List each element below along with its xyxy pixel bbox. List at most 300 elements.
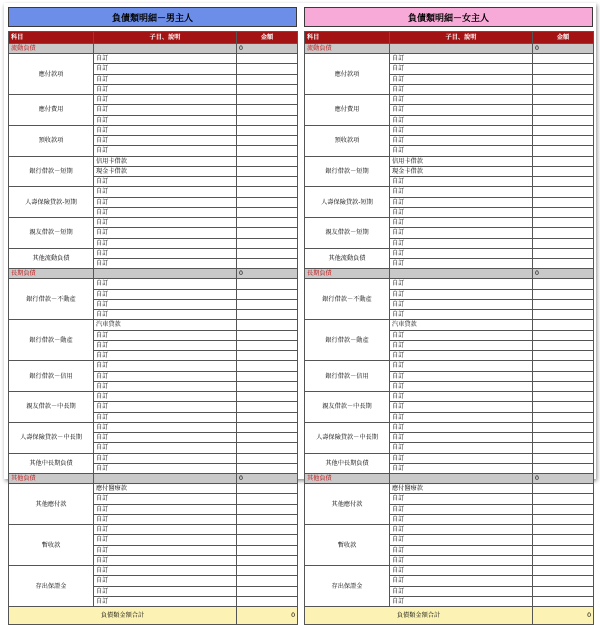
amount-cell[interactable] [237, 351, 298, 361]
table-row [305, 54, 594, 64]
amount-cell[interactable] [237, 566, 298, 576]
subitem-cell[interactable]: 自訂 [94, 74, 237, 84]
amount-cell[interactable] [237, 166, 298, 176]
category-label: 親友借款－中長期 [9, 392, 94, 423]
amount-cell[interactable] [533, 545, 594, 555]
subitem-cell[interactable]: 自訂 [390, 74, 533, 84]
amount-cell[interactable] [533, 596, 594, 606]
subitem-cell[interactable]: 自訂 [390, 371, 533, 381]
amount-cell[interactable] [533, 392, 594, 402]
amount-cell[interactable] [533, 504, 594, 514]
section-amount: 0 [237, 474, 298, 484]
amount-cell[interactable] [533, 310, 594, 320]
subitem-cell[interactable]: 自訂 [390, 279, 533, 289]
subitem-cell[interactable]: 自訂 [94, 248, 237, 258]
subitem-cell[interactable]: 自訂 [390, 207, 533, 217]
subitem-cell[interactable]: 自訂 [94, 494, 237, 504]
amount-cell[interactable] [237, 259, 298, 269]
amount-cell[interactable] [533, 566, 594, 576]
subitem-cell[interactable]: 自訂 [94, 596, 237, 606]
total-row [9, 607, 298, 625]
amount-cell[interactable] [533, 412, 594, 422]
amount-cell[interactable] [237, 146, 298, 156]
amount-cell[interactable] [533, 156, 594, 166]
amount-cell[interactable] [237, 484, 298, 494]
subitem-cell[interactable]: 自訂 [94, 197, 237, 207]
table-header-row [305, 32, 594, 44]
subitem-cell[interactable]: 自訂 [390, 84, 533, 94]
amount-cell[interactable] [237, 535, 298, 545]
amount-cell[interactable] [533, 95, 594, 105]
category-label: 應付款項 [9, 54, 94, 95]
amount-cell[interactable] [237, 115, 298, 125]
table-row [9, 361, 298, 371]
subitem-cell[interactable]: 自訂 [390, 525, 533, 535]
subitem-cell[interactable]: 自訂 [94, 340, 237, 350]
category-label: 應付款項 [305, 54, 390, 95]
amount-cell[interactable] [533, 279, 594, 289]
header-subitem: 子目、說明 [390, 32, 533, 44]
table-row [9, 218, 298, 228]
section-row [305, 269, 594, 279]
section-name: 長期負債 [9, 269, 94, 279]
panel-wife [304, 7, 593, 625]
amount-cell[interactable] [237, 289, 298, 299]
category-label: 人壽保險貸款－中長期 [305, 422, 390, 453]
subitem-cell[interactable]: 自訂 [390, 289, 533, 299]
total-value: 0 [237, 607, 298, 625]
subitem-cell[interactable]: 自訂 [390, 412, 533, 422]
amount-cell[interactable] [533, 402, 594, 412]
subitem-cell[interactable]: 自訂 [390, 494, 533, 504]
panel-husband [8, 7, 297, 625]
amount-cell[interactable] [237, 433, 298, 443]
section-row [9, 474, 298, 484]
amount-cell[interactable] [237, 392, 298, 402]
category-label: 銀行借款－信用 [305, 361, 390, 392]
subitem-cell[interactable]: 自訂 [390, 566, 533, 576]
table-row [305, 422, 594, 432]
total-row [305, 607, 594, 625]
table-row [305, 320, 594, 330]
section-blank [390, 474, 533, 484]
subitem-cell[interactable]: 自訂 [94, 525, 237, 535]
subitem-cell[interactable]: 自訂 [94, 105, 237, 115]
amount-cell[interactable] [533, 248, 594, 258]
section-amount: 0 [533, 44, 594, 54]
amount-cell[interactable] [237, 412, 298, 422]
subitem-cell[interactable]: 自訂 [94, 207, 237, 217]
subitem-cell[interactable]: 自訂 [390, 433, 533, 443]
amount-cell[interactable] [237, 299, 298, 309]
subitem-cell[interactable]: 自訂 [94, 289, 237, 299]
amount-cell[interactable] [533, 330, 594, 340]
amount-cell[interactable] [237, 596, 298, 606]
amount-cell[interactable] [237, 443, 298, 453]
subitem-cell[interactable]: 自訂 [390, 351, 533, 361]
total-value: 0 [533, 607, 594, 625]
section-name: 流動負債 [9, 44, 94, 54]
section-amount: 0 [533, 269, 594, 279]
amount-cell[interactable] [533, 422, 594, 432]
table-row [305, 361, 594, 371]
category-label: 預收款項 [9, 125, 94, 156]
subitem-cell[interactable]: 應付醫療款 [390, 484, 533, 494]
amount-cell[interactable] [533, 494, 594, 504]
header-subject: 科目 [9, 32, 94, 44]
subitem-cell[interactable]: 自訂 [390, 146, 533, 156]
header-amount: 金額 [237, 32, 298, 44]
subitem-cell[interactable]: 自訂 [390, 187, 533, 197]
amount-cell[interactable] [237, 197, 298, 207]
subitem-cell[interactable]: 自訂 [94, 392, 237, 402]
subitem-cell[interactable]: 自訂 [94, 146, 237, 156]
subitem-cell[interactable]: 自訂 [94, 330, 237, 340]
amount-cell[interactable] [533, 289, 594, 299]
table-header-row [9, 32, 298, 44]
subitem-cell[interactable]: 自訂 [390, 576, 533, 586]
subitem-cell[interactable]: 自訂 [390, 177, 533, 187]
subitem-cell[interactable]: 自訂 [94, 177, 237, 187]
amount-cell[interactable] [533, 453, 594, 463]
amount-cell[interactable] [533, 525, 594, 535]
category-label: 暫收款 [9, 525, 94, 566]
amount-cell[interactable] [237, 361, 298, 371]
page-frame [4, 3, 596, 619]
subitem-cell[interactable]: 自訂 [94, 422, 237, 432]
subitem-cell[interactable]: 自訂 [390, 545, 533, 555]
subitem-cell[interactable]: 自訂 [94, 443, 237, 453]
amount-cell[interactable] [237, 381, 298, 391]
subitem-cell[interactable]: 自訂 [390, 381, 533, 391]
category-label: 預收款項 [305, 125, 390, 156]
amount-cell[interactable] [237, 248, 298, 258]
subitem-cell[interactable]: 自訂 [390, 340, 533, 350]
subitem-cell[interactable]: 自訂 [390, 125, 533, 135]
total-label: 負債類金額合計 [305, 607, 533, 625]
subitem-cell[interactable]: 自訂 [390, 463, 533, 473]
subitem-cell[interactable]: 自訂 [390, 504, 533, 514]
amount-cell[interactable] [533, 259, 594, 269]
section-name: 長期負債 [305, 269, 390, 279]
table-row [305, 248, 594, 258]
subitem-cell[interactable]: 自訂 [94, 115, 237, 125]
amount-cell[interactable] [237, 228, 298, 238]
subitem-cell[interactable]: 自訂 [94, 54, 237, 64]
table-row [9, 392, 298, 402]
subitem-cell[interactable]: 自訂 [390, 259, 533, 269]
table-row [305, 279, 594, 289]
subitem-cell[interactable]: 自訂 [94, 371, 237, 381]
total-label: 負債類金額合計 [9, 607, 237, 625]
subitem-cell[interactable]: 自訂 [390, 238, 533, 248]
table-row [305, 453, 594, 463]
section-blank [390, 269, 533, 279]
table-row [9, 125, 298, 135]
table-row [305, 95, 594, 105]
amount-cell[interactable] [533, 320, 594, 330]
header-subject: 科目 [305, 32, 390, 44]
table-row [305, 392, 594, 402]
table-row [9, 484, 298, 494]
amount-cell[interactable] [533, 238, 594, 248]
amount-cell[interactable] [533, 340, 594, 350]
subitem-cell[interactable]: 自訂 [94, 259, 237, 269]
subitem-cell[interactable]: 自訂 [94, 84, 237, 94]
amount-cell[interactable] [533, 115, 594, 125]
subitem-cell[interactable]: 自訂 [390, 443, 533, 453]
subitem-cell[interactable]: 自訂 [390, 535, 533, 545]
category-label: 銀行借款－信用 [9, 361, 94, 392]
amount-cell[interactable] [237, 310, 298, 320]
category-label: 人壽保險貸款-短期 [305, 187, 390, 218]
category-label: 親友借款－中長期 [305, 392, 390, 423]
subitem-cell[interactable]: 自訂 [94, 566, 237, 576]
amount-cell[interactable] [237, 453, 298, 463]
subitem-cell[interactable]: 自訂 [390, 555, 533, 565]
amount-cell[interactable] [237, 207, 298, 217]
category-label: 銀行借款－不動產 [305, 279, 390, 320]
amount-cell[interactable] [533, 433, 594, 443]
amount-cell[interactable] [533, 64, 594, 74]
subitem-cell[interactable]: 信用卡借款 [390, 156, 533, 166]
table-row [9, 566, 298, 576]
subitem-cell[interactable]: 自訂 [390, 330, 533, 340]
table-row [9, 525, 298, 535]
subitem-cell[interactable]: 自訂 [390, 105, 533, 115]
amount-cell[interactable] [237, 136, 298, 146]
subitem-cell[interactable]: 自訂 [94, 576, 237, 586]
category-label: 銀行借款－短期 [9, 156, 94, 187]
subitem-cell[interactable]: 自訂 [390, 310, 533, 320]
amount-cell[interactable] [237, 330, 298, 340]
amount-cell[interactable] [533, 187, 594, 197]
amount-cell[interactable] [237, 177, 298, 187]
amount-cell[interactable] [533, 207, 594, 217]
subitem-cell[interactable]: 自訂 [94, 402, 237, 412]
amount-cell[interactable] [237, 555, 298, 565]
subitem-cell[interactable]: 自訂 [390, 197, 533, 207]
amount-cell[interactable] [237, 54, 298, 64]
amount-cell[interactable] [533, 197, 594, 207]
header-subitem: 子目、說明 [94, 32, 237, 44]
category-label: 銀行借款－動產 [305, 320, 390, 361]
table-row [305, 484, 594, 494]
subitem-cell[interactable]: 自訂 [94, 299, 237, 309]
subitem-cell[interactable]: 自訂 [94, 463, 237, 473]
subitem-cell[interactable]: 自訂 [390, 115, 533, 125]
subitem-cell[interactable]: 自訂 [94, 586, 237, 596]
table-row [9, 156, 298, 166]
subitem-cell[interactable]: 自訂 [94, 351, 237, 361]
amount-cell[interactable] [237, 187, 298, 197]
subitem-cell[interactable]: 自訂 [94, 187, 237, 197]
amount-cell[interactable] [237, 340, 298, 350]
amount-cell[interactable] [533, 576, 594, 586]
amount-cell[interactable] [533, 84, 594, 94]
header-amount: 金額 [533, 32, 594, 44]
amount-cell[interactable] [237, 586, 298, 596]
section-blank [390, 44, 533, 54]
amount-cell[interactable] [237, 371, 298, 381]
subitem-cell[interactable]: 自訂 [390, 422, 533, 432]
amount-cell[interactable] [533, 166, 594, 176]
section-row [9, 269, 298, 279]
amount-cell[interactable] [237, 279, 298, 289]
subitem-cell[interactable]: 自訂 [390, 228, 533, 238]
table-row [9, 422, 298, 432]
amount-cell[interactable] [533, 586, 594, 596]
amount-cell[interactable] [533, 351, 594, 361]
amount-cell[interactable] [237, 514, 298, 524]
category-label: 其他應付款 [305, 484, 390, 525]
subitem-cell[interactable]: 自訂 [390, 299, 533, 309]
section-amount: 0 [237, 269, 298, 279]
amount-cell[interactable] [533, 299, 594, 309]
subitem-cell[interactable]: 自訂 [390, 402, 533, 412]
amount-cell[interactable] [533, 484, 594, 494]
amount-cell[interactable] [237, 576, 298, 586]
subitem-cell[interactable]: 自訂 [390, 361, 533, 371]
subitem-cell[interactable]: 應付醫療款 [94, 484, 237, 494]
amount-cell[interactable] [237, 238, 298, 248]
subitem-cell[interactable]: 汽車貸款 [94, 320, 237, 330]
subitem-cell[interactable]: 自訂 [94, 228, 237, 238]
liability-table [304, 31, 594, 625]
category-label: 應付費用 [305, 95, 390, 126]
table-row [305, 525, 594, 535]
table-row [9, 279, 298, 289]
subitem-cell[interactable]: 自訂 [94, 279, 237, 289]
subitem-cell[interactable]: 自訂 [94, 136, 237, 146]
amount-cell[interactable] [533, 74, 594, 84]
subitem-cell[interactable]: 自訂 [390, 392, 533, 402]
subitem-cell[interactable]: 自訂 [94, 125, 237, 135]
amount-cell[interactable] [237, 504, 298, 514]
amount-cell[interactable] [533, 381, 594, 391]
amount-cell[interactable] [237, 125, 298, 135]
table-row [9, 54, 298, 64]
section-blank [94, 269, 237, 279]
amount-cell[interactable] [237, 218, 298, 228]
amount-cell[interactable] [237, 402, 298, 412]
amount-cell[interactable] [237, 84, 298, 94]
subitem-cell[interactable]: 自訂 [390, 596, 533, 606]
amount-cell[interactable] [533, 228, 594, 238]
subitem-cell[interactable]: 自訂 [390, 54, 533, 64]
liability-table [8, 31, 298, 625]
table-row [305, 187, 594, 197]
amount-cell[interactable] [533, 136, 594, 146]
section-name: 流動負債 [305, 44, 390, 54]
subitem-cell[interactable]: 自訂 [94, 535, 237, 545]
subitem-cell[interactable]: 自訂 [94, 64, 237, 74]
subitem-cell[interactable]: 自訂 [94, 412, 237, 422]
subitem-cell[interactable]: 自訂 [94, 381, 237, 391]
amount-cell[interactable] [533, 535, 594, 545]
category-label: 存出保證金 [305, 566, 390, 607]
amount-cell[interactable] [533, 443, 594, 453]
section-name: 其他負債 [9, 474, 94, 484]
subitem-cell[interactable]: 自訂 [390, 136, 533, 146]
section-blank [94, 44, 237, 54]
section-row [9, 44, 298, 54]
subitem-cell[interactable]: 自訂 [390, 514, 533, 524]
amount-cell[interactable] [533, 218, 594, 228]
category-label: 人壽保險貸款－中長期 [9, 422, 94, 453]
subitem-cell[interactable]: 自訂 [390, 586, 533, 596]
subitem-cell[interactable]: 自訂 [94, 555, 237, 565]
amount-cell[interactable] [237, 156, 298, 166]
category-label: 應付費用 [9, 95, 94, 126]
amount-cell[interactable] [237, 525, 298, 535]
category-label: 其他中長期負債 [9, 453, 94, 474]
table-row [305, 218, 594, 228]
subitem-cell[interactable]: 自訂 [390, 453, 533, 463]
amount-cell[interactable] [237, 105, 298, 115]
category-label: 暫收款 [305, 525, 390, 566]
panel-title: 負債類明細－女主人 [304, 7, 593, 27]
amount-cell[interactable] [237, 320, 298, 330]
subitem-cell[interactable]: 自訂 [94, 218, 237, 228]
amount-cell[interactable] [237, 422, 298, 432]
category-label: 存出保證金 [9, 566, 94, 607]
amount-cell[interactable] [533, 514, 594, 524]
category-label: 親友借款－短期 [305, 218, 390, 249]
subitem-cell[interactable]: 汽車貸款 [390, 320, 533, 330]
category-label: 人壽保險貸款-短期 [9, 187, 94, 218]
subitem-cell[interactable]: 現金卡借款 [390, 166, 533, 176]
subitem-cell[interactable]: 信用卡借款 [94, 156, 237, 166]
amount-cell[interactable] [533, 125, 594, 135]
amount-cell[interactable] [533, 177, 594, 187]
subitem-cell[interactable]: 自訂 [94, 453, 237, 463]
subitem-cell[interactable]: 自訂 [94, 504, 237, 514]
amount-cell[interactable] [237, 545, 298, 555]
amount-cell[interactable] [237, 64, 298, 74]
amount-cell[interactable] [533, 463, 594, 473]
amount-cell[interactable] [533, 555, 594, 565]
category-label: 其他中長期負債 [305, 453, 390, 474]
subitem-cell[interactable]: 自訂 [390, 95, 533, 105]
subitem-cell[interactable]: 自訂 [94, 95, 237, 105]
subitem-cell[interactable]: 自訂 [94, 514, 237, 524]
subitem-cell[interactable]: 自訂 [390, 218, 533, 228]
section-name: 其他負債 [305, 474, 390, 484]
amount-cell[interactable] [237, 74, 298, 84]
subitem-cell[interactable]: 自訂 [390, 64, 533, 74]
amount-cell[interactable] [237, 95, 298, 105]
table-row [305, 156, 594, 166]
subitem-cell[interactable]: 自訂 [94, 433, 237, 443]
table-row [9, 320, 298, 330]
subitem-cell[interactable]: 現金卡借款 [94, 166, 237, 176]
amount-cell[interactable] [533, 146, 594, 156]
subitem-cell[interactable]: 自訂 [94, 310, 237, 320]
subitem-cell[interactable]: 自訂 [94, 545, 237, 555]
amount-cell[interactable] [237, 463, 298, 473]
subitem-cell[interactable]: 自訂 [94, 238, 237, 248]
amount-cell[interactable] [533, 371, 594, 381]
section-amount: 0 [237, 44, 298, 54]
amount-cell[interactable] [533, 105, 594, 115]
section-row [305, 44, 594, 54]
amount-cell[interactable] [237, 494, 298, 504]
amount-cell[interactable] [533, 54, 594, 64]
subitem-cell[interactable]: 自訂 [94, 361, 237, 371]
amount-cell[interactable] [533, 361, 594, 371]
subitem-cell[interactable]: 自訂 [390, 248, 533, 258]
